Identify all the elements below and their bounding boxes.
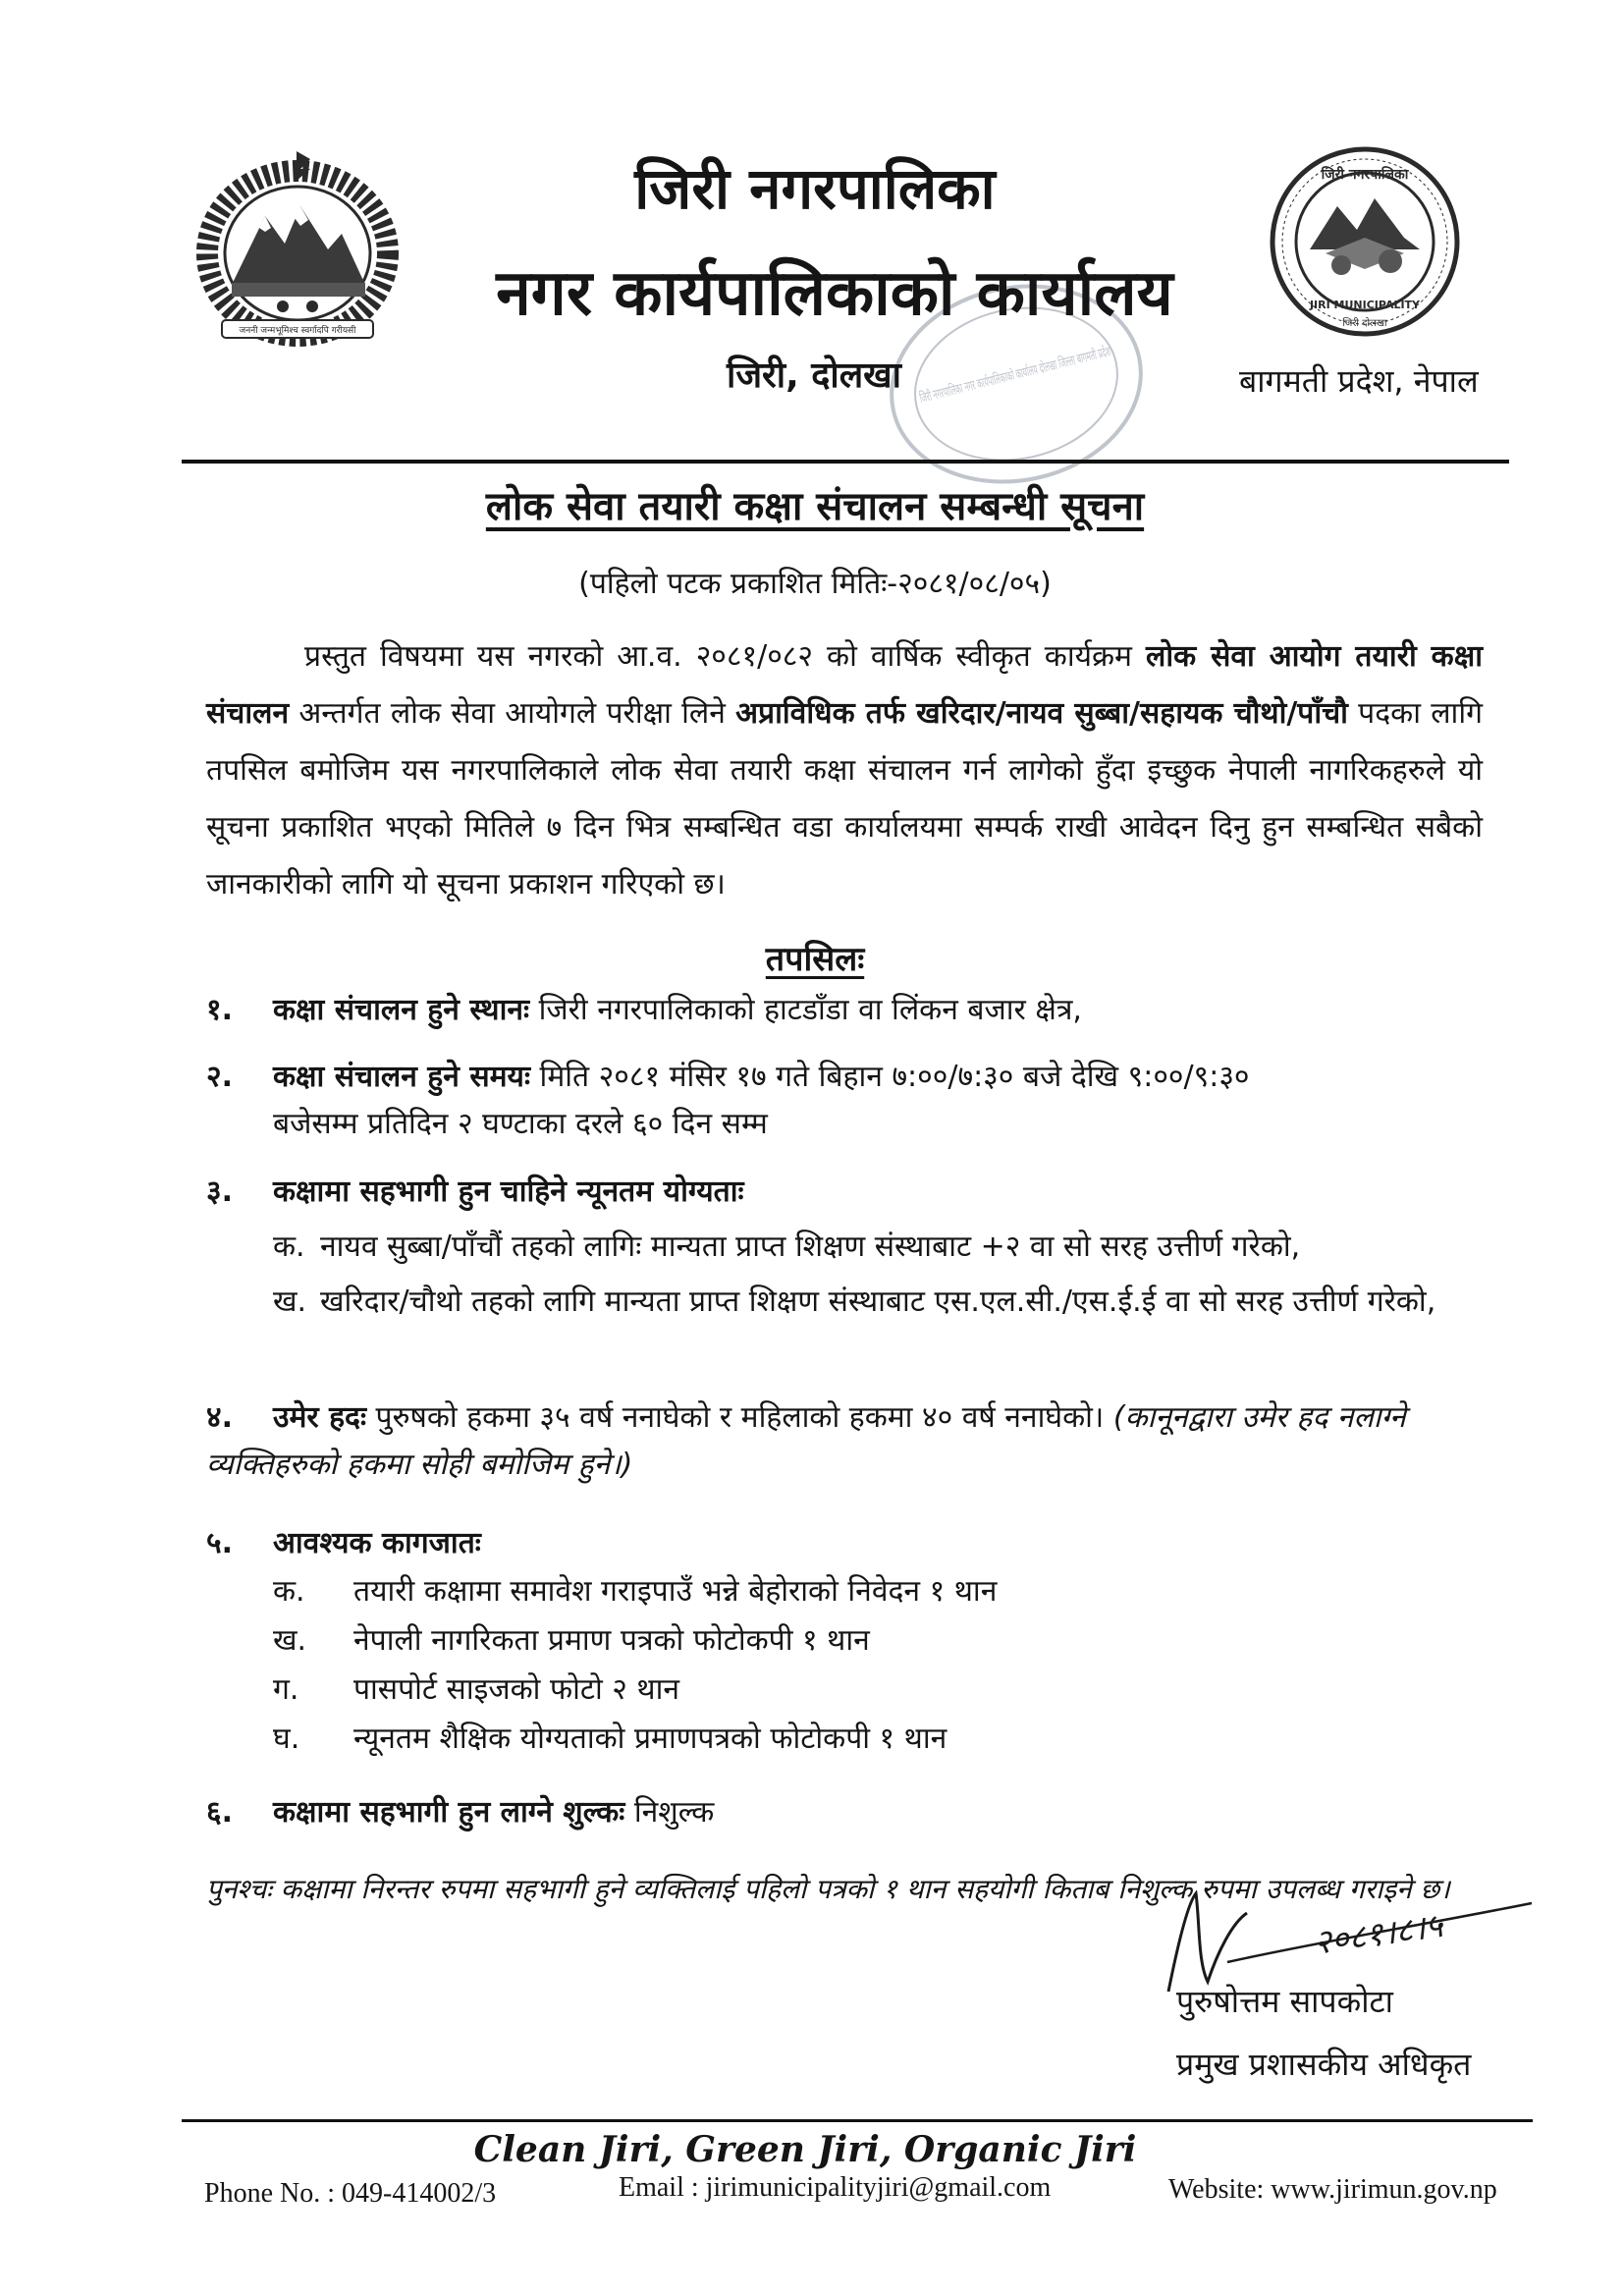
item-note: (कानूनद्वारा उमेर हद नलाग्ने व्यक्तिहरुको हकमा सोही बमोजिम हुने।) — [206, 1400, 1406, 1482]
document-row — [206, 1567, 1502, 1616]
office-location: जिरी, दोलखा — [727, 355, 901, 396]
logo-text-small: जिरी दोलखा — [1342, 318, 1387, 329]
qualification-subitem — [273, 1279, 1502, 1326]
document-letter: ख. — [273, 1623, 307, 1658]
subitem-letter: ख. — [273, 1285, 307, 1319]
document-row — [206, 1616, 1502, 1666]
body-text-1: प्रस्तुत विषयमा यस नगरको आ.व. २०८१/०८२ को वार्षिक स्वीकृत कार्यक्रम — [304, 639, 1147, 674]
municipality-title: जिरी नगरपालिका — [634, 155, 996, 222]
item-label: आवश्यक कागजातः — [273, 1526, 481, 1560]
body-program-name: लोक सेवा आयोग तयारी कक्षा संचालन — [206, 639, 1483, 731]
postscript: पुनश्चः कक्षामा निरन्तर रुपमा सहभागी हुने व्यक्तिलाई पहिलो पत्रको १ थान सहयोगी किताब निशुल्क रुपमा उपलब्ध गराइने छ। — [206, 1873, 1450, 1905]
document-letter: क. — [273, 1574, 305, 1609]
header-divider — [182, 460, 1509, 464]
item-number: ३. — [206, 1175, 233, 1209]
item-label: कक्षा संचालन हुने स्थानः — [273, 993, 530, 1027]
body-positions: अप्राविधिक तर्फ खरिदार/नायव सुब्बा/सहायक चौथो/पाँचौ — [735, 696, 1348, 731]
item-text: निशुल्क — [624, 1795, 715, 1830]
logo-text-bottom: JIRI MUNICIPALITY — [1309, 299, 1421, 311]
detail-item-location — [206, 987, 1502, 1034]
qualification-subitem — [273, 1224, 1502, 1271]
item-label: कक्षा संचालन हुने समयः — [273, 1060, 531, 1094]
item-number: ५. — [206, 1526, 233, 1560]
notice-body — [206, 629, 1483, 913]
item-number: ४. — [206, 1400, 233, 1435]
item-text: मिति २०८१ मंसिर १७ गते बिहान ७:००/७:३० बजे देखि ९:००/९:३० — [530, 1060, 1250, 1094]
publication-date: (पहिलो पटक प्रकाशित मितिः-२०८१/०८/०५) — [578, 567, 1052, 601]
document-text: नेपाली नागरिकता प्रमाण पत्रको फोटोकपी १ थान — [353, 1623, 870, 1658]
document-text: पासपोर्ट साइजको फोटो २ थान — [353, 1672, 679, 1707]
signature-date: २०८१।८।५ — [1311, 1905, 1445, 1963]
document-text: न्यूनतम शैक्षिक योग्यताको प्रमाणपत्रको फोटोकपी १ थान — [353, 1722, 947, 1756]
item-text: जिरी नगरपालिकाको हाटडाँडा वा लिंकन बजार क्षेत्र, — [529, 993, 1082, 1027]
item-label: कक्षामा सहभागी हुन लाग्ने शुल्कः — [273, 1795, 625, 1830]
detail-item-documents — [206, 1520, 1502, 1764]
signatory-post: प्रमुख प्रशासकीय अधिकृत — [1176, 2046, 1472, 2083]
footer-slogan: Clean Jiri, Green Jiri, Organic Jiri — [473, 2129, 1137, 2170]
item-label: कक्षामा सहभागी हुन चाहिने न्यूनतम योग्यताः — [273, 1175, 744, 1209]
item-number: १. — [206, 993, 233, 1027]
notice-title: लोक सेवा तयारी कक्षा संचालन सम्बन्धी सूचना — [485, 484, 1145, 529]
footer-email: Email : jirimunicipalityjiri@gmail.com — [619, 2172, 1052, 2203]
subitem-text: खरिदार/चौथो तहको लागि मान्यता प्राप्त शिक्षण संस्थाबाट एस.एल.सी./एस.ई.ई वा सो सरह उत्तीर्ण गरेको, — [320, 1285, 1436, 1319]
detail-item-age-limit — [206, 1394, 1502, 1489]
detail-item-qualification — [206, 1169, 1502, 1326]
nepal-emblem-icon — [194, 147, 401, 344]
subitem-text: नायव सुब्बा/पाँचौं तहको लागिः मान्यता प्राप्त शिक्षण संस्थाबाट +२ वा सो सरह उत्तीर्ण गरेको, — [320, 1230, 1301, 1264]
jiri-municipality-logo-icon — [1267, 143, 1463, 340]
item-text-continued: बजेसम्म प्रतिदिन २ घण्टाका दरले ६० दिन सम्म — [273, 1107, 768, 1141]
item-number: ६. — [206, 1795, 233, 1830]
body-text-3: अन्तर्गत लोक सेवा आयोगले परीक्षा लिने — [289, 696, 736, 731]
emblem-caption: जननी जन्मभूमिश्च स्वर्गादपि गरीयसी — [239, 326, 356, 336]
document-letter: ग. — [273, 1672, 299, 1707]
footer-divider — [182, 2119, 1533, 2122]
stamp-text: जिरी नगरपालिका नगर कार्यपालिकाको कार्यालय दोलखा जिल्ला बागमती प्रदेश — [918, 298, 1298, 408]
item-text: पुरुषको हकमा ३५ वर्ष ननाघेको र महिलाको हकमा ४० वर्ष ननाघेको। — [366, 1400, 1113, 1435]
detail-item-fee — [206, 1789, 1502, 1836]
footer-website: Website: www.jirimun.gov.np — [1168, 2174, 1497, 2205]
province-label: बागमती प्रदेश, नेपाल — [1239, 362, 1479, 400]
footer-phone: Phone No. : 049-414002/3 — [204, 2178, 497, 2209]
signatory-name: पुरुषोत्तम सापकोटा — [1176, 1983, 1393, 2020]
subitem-letter: क. — [273, 1230, 305, 1264]
document-row — [206, 1715, 1502, 1764]
document-text: तयारी कक्षामा समावेश गराइपाउँ भन्ने बेहोराको निवेदन १ थान — [353, 1574, 998, 1609]
item-number: २. — [206, 1060, 233, 1094]
office-title: नगर कार्यपालिकाको कार्यालय — [496, 257, 1173, 330]
detail-item-time — [206, 1054, 1502, 1148]
item-label: उमेर हदः — [273, 1400, 367, 1435]
logo-text-top: जिरी नगरपालिका — [1321, 167, 1409, 183]
document-row — [206, 1666, 1502, 1715]
document-letter: घ. — [273, 1722, 300, 1756]
details-heading: तपसिलः — [765, 940, 865, 979]
body-text-5: पदका लागि तपसिल बमोजिम यस नगरपालिकाले लोक सेवा तयारी कक्षा संचालन गर्न लागेको हुँदा इच्छुक नेपाली नागरिकहरुले यो सूचना प्रकाशित भएको मितिले ७ दिन भित्र सम्बन्धित वडा कार्यालयमा सम्पर्क राखी आवेदन दिनु हुन सम्बन्धित सबैको जानकारीको लागि यो सूचना प्रकाशन गरिएको छ। — [206, 696, 1483, 902]
